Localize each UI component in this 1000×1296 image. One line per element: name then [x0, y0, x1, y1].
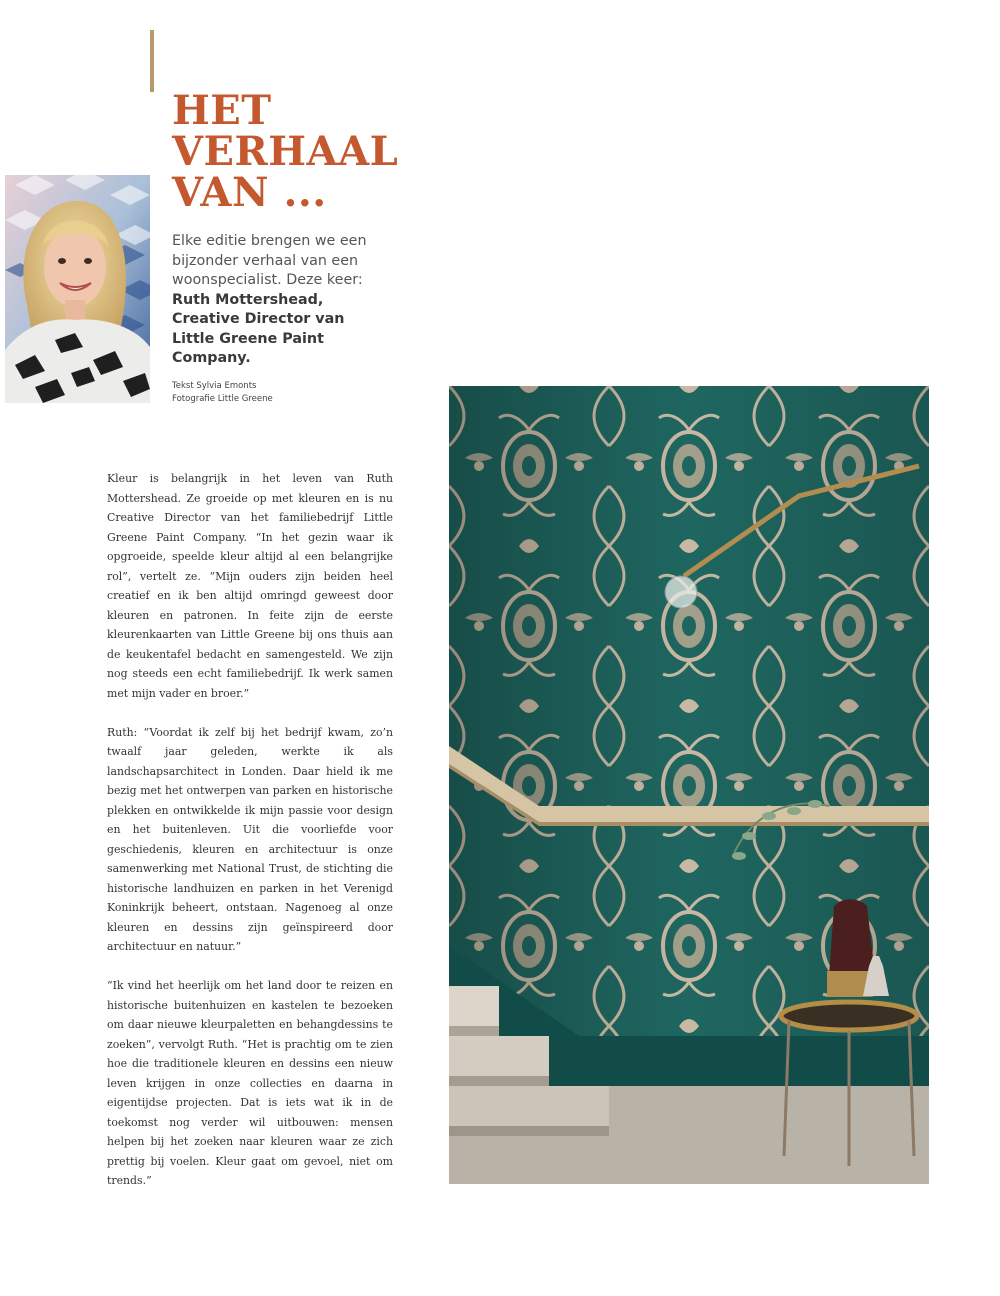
wallpaper-staircase-photo [449, 386, 929, 1184]
text-credit: Tekst Sylvia Emonts [172, 381, 257, 391]
photo-credit: Fotografie Little Greene [172, 394, 273, 404]
article-body [107, 469, 393, 1210]
intro-highlight: Ruth Mottershead, Creative Director van Little Greene Paint Company. [172, 291, 345, 366]
intro-lead: Elke editie brengen we een bijzonder verhaal van een woonspecialist. Deze keer: [172, 233, 367, 288]
article-paragraph-1: Kleur is belangrijk in het leven van Ruth Mottershead. Ze groeide op met kleuren en is nu Creative Director van het familiebedrijf Little Greene Paint Company. “In het gezin waar ik opgroeide, speelde kleur altijd al een belangrijke rol”, vertelt ze. “Mijn ouders zijn beiden heel creatief en ik ben altijd omringd geweest door kleuren en patronen. In feite zijn de eerste kleurenkaarten van Little Greene bij ons thuis aan de keukentafel bedacht en samengesteld. We zijn nog steeds een echt familiebedrijf. Ik werk samen met mijn vader en broer.” [107, 472, 393, 700]
accent-bar [150, 30, 154, 92]
intro-text [172, 232, 382, 369]
credits [172, 380, 392, 406]
title-line-1: HET [172, 87, 272, 134]
portrait-photo [5, 175, 150, 403]
title-line-3: VAN ... [172, 169, 327, 216]
title-line-2: VERHAAL [172, 128, 399, 175]
page-title [172, 87, 412, 216]
article-paragraph-3: “Ik vind het heerlijk om het land door te reizen en historische buitenhuizen en kastelen te bezoeken om daar nieuwe kleurpaletten en behangdessins te zoeken”, vervolgt Ruth. “Het is prachtig om te zien hoe die traditionele kleuren en dessins een nieuw leven krijgen in onze collecties en daarna in eigentijdse projecten. Dat is iets wat ik in de toekomst nog verder wil uitbouwen: mensen helpen bij het zoeken naar kleuren waar ze zich prettig bij voelen. Kleur gaat om gevoel, niet om trends.” [107, 979, 393, 1187]
article-paragraph-2: Ruth: “Voordat ik zelf bij het bedrijf kwam, zo’n twaalf jaar geleden, werkte ik als landschapsarchitect in Londen. Daar hield ik me bezig met het ontwerpen van parken en historische plekken en ontwikkelde ik mijn passie voor design en het buitenleven. Uit die voorliefde voor geschiedenis, kleuren en architectuur is onze samenwerking met National Trust, de stichting die historische landhuizen en parken in het Verenigd Koninkrijk beheert, ontstaan. Nagenoeg al onze kleuren en dessins zijn geïnspireerd door architectuur en natuur.” [107, 725, 393, 953]
